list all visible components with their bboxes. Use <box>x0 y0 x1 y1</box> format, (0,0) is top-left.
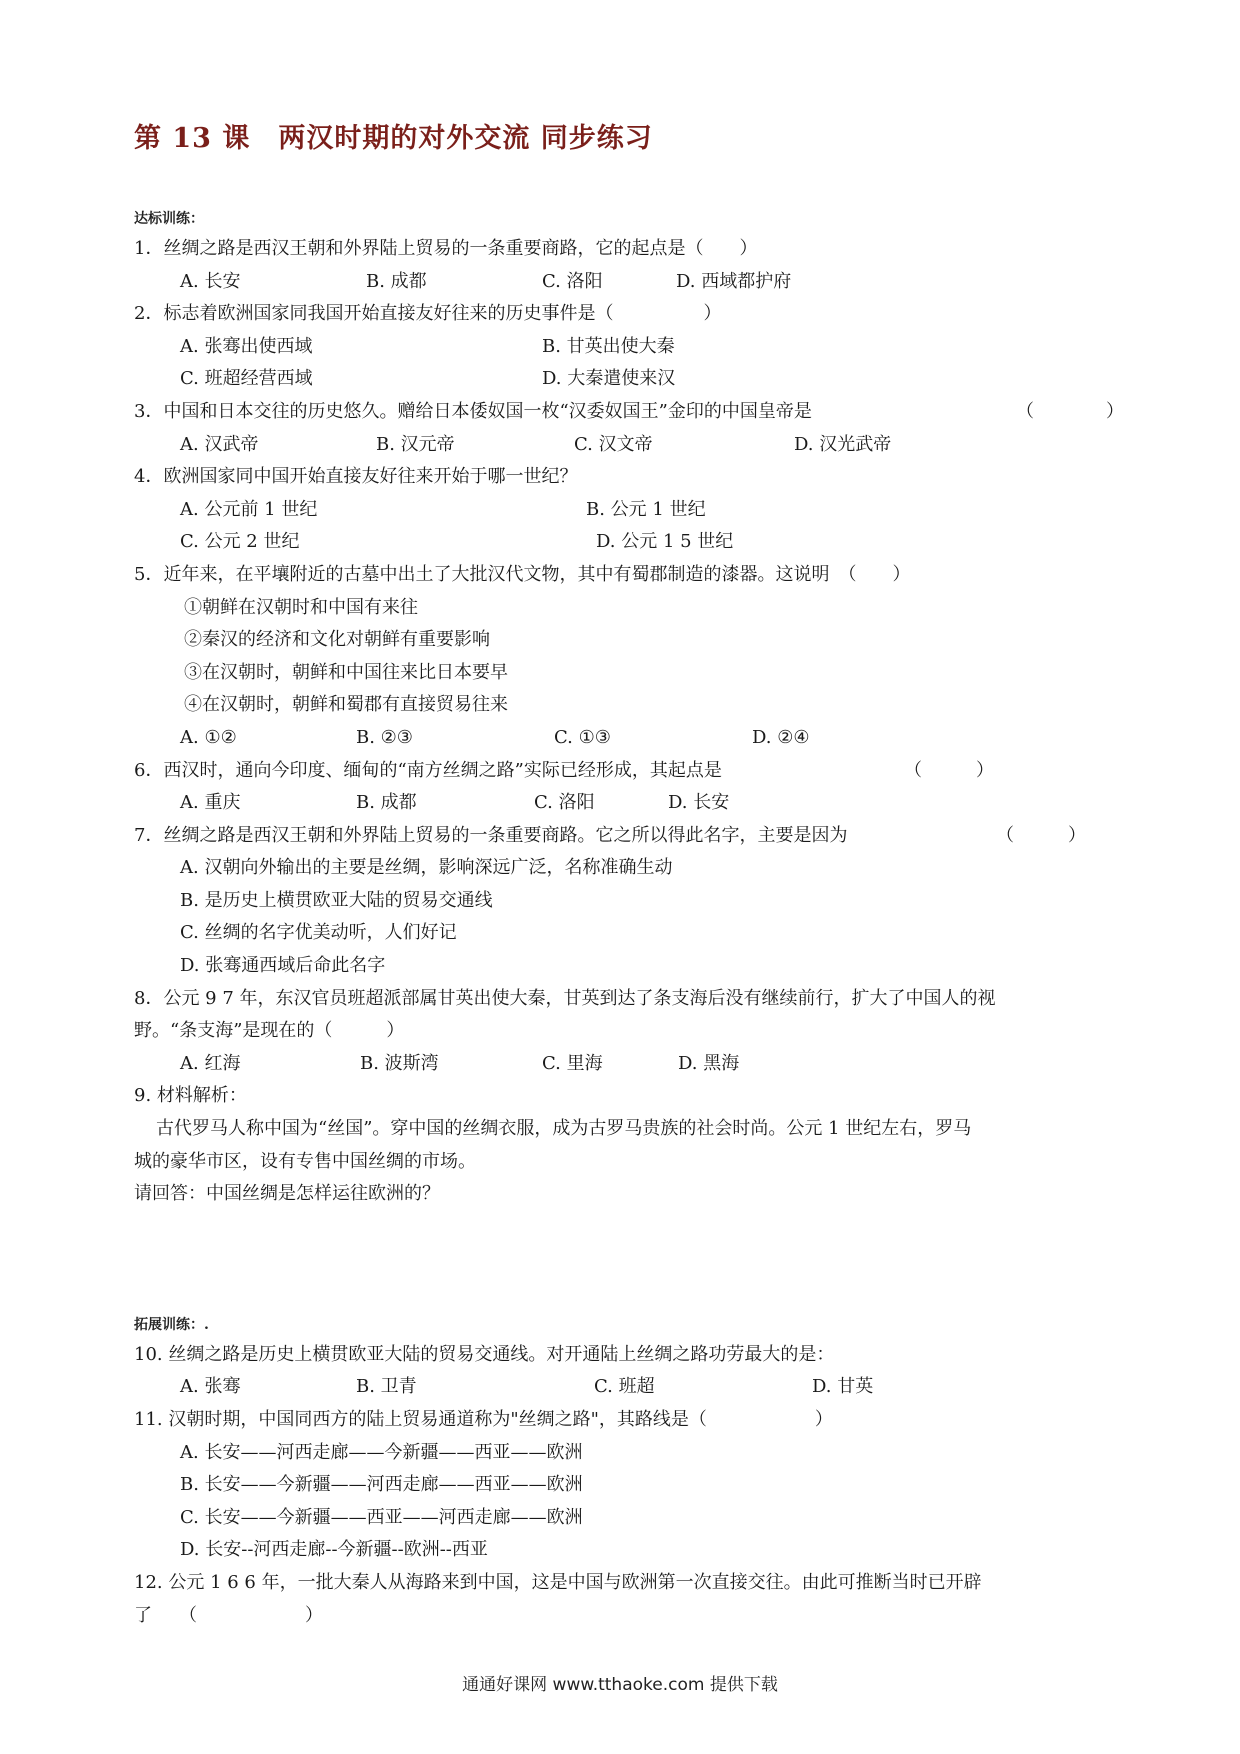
answer-space <box>134 1211 1124 1311</box>
question-10-stem: 10. 丝绸之路是历史上横贯欧亚大陆的贸易交通线。对开通陆上丝绸之路功劳最大的是： <box>134 1343 835 1365</box>
question-2-options-row1 <box>134 331 1124 364</box>
question-10-options <box>134 1371 1124 1404</box>
option-c: C. 汉文帝 <box>574 433 653 455</box>
option-c: C. 班超 <box>594 1376 655 1398</box>
question-5-item: ②秦汉的经济和文化对朝鲜有重要影响 <box>184 629 490 651</box>
question-9-stem: 9. 材料解析： <box>134 1085 247 1107</box>
question-7-option-a: A. 汉朝向外输出的主要是丝绸，影响深远广泛，名称准确生动 <box>180 857 673 879</box>
question-12-stem-line2: 了 （ ） <box>134 1604 323 1626</box>
option-b: B. 成都 <box>366 270 427 292</box>
question-11-option-d: D. 长安--河西走廊--今新疆--欧洲--西亚 <box>180 1539 488 1561</box>
question-6-text: 6．西汉时，通向今印度、缅甸的“南方丝绸之路”实际已经形成，其起点是 <box>134 759 722 781</box>
question-5-item: ①朝鲜在汉朝时和中国有来往 <box>184 596 418 618</box>
question-5-options <box>134 722 1124 755</box>
option-c: C. 洛阳 <box>542 270 603 292</box>
question-12-stem-line1: 12. 公元 1 6 6 年，一批大秦人从海路来到中国，这是中国与欧洲第一次直接交往。由此可推断当时已开辟 <box>134 1571 982 1593</box>
answer-bracket: （ ） <box>904 759 994 781</box>
question-9-material-line1: 古代罗马人称中国为“丝国”。穿中国的丝绸衣服，成为古罗马贵族的社会时尚。公元 1 世纪左右，罗马 <box>156 1118 972 1140</box>
question-4-options-row2 <box>134 526 1124 559</box>
question-11-option-b: B. 长安——今新疆——河西走廊——西亚——欧洲 <box>180 1474 583 1496</box>
question-1-stem: 1．丝绸之路是西汉王朝和外界陆上贸易的一条重要商路，它的起点是（ ） <box>134 238 758 259</box>
question-4-stem: 4．欧洲国家同中国开始直接友好往来开始于哪一世纪？ <box>134 466 578 488</box>
question-3-text: 3．中国和日本交往的历史悠久。赠给日本倭奴国一枚“汉委奴国王”金印的中国皇帝是 <box>134 400 812 422</box>
question-11-option-c: C. 长安——今新疆——西亚——河西走廊——欧洲 <box>180 1506 583 1528</box>
question-11-stem: 11. 汉朝时期，中国同西方的陆上贸易通道称为"丝绸之路"，其路线是（ ） <box>134 1409 833 1430</box>
option-d: D. 黑海 <box>678 1052 740 1074</box>
option-a: A. 汉武帝 <box>180 433 259 455</box>
option-a: A. 公元前 1 世纪 <box>180 498 318 520</box>
question-6-options <box>134 787 1124 820</box>
question-5-item: ④在汉朝时，朝鲜和蜀郡有直接贸易往来 <box>184 694 508 716</box>
question-6-stem <box>134 755 1124 788</box>
question-11-option-a: A. 长安——河西走廊——今新疆——西亚——欧洲 <box>180 1441 583 1463</box>
option-b: B. 成都 <box>356 792 417 814</box>
question-8-options <box>134 1048 1124 1081</box>
option-d: D. 大秦遣使来汉 <box>542 368 676 390</box>
option-d: D. ②④ <box>752 726 810 748</box>
option-b: B. 汉元帝 <box>376 433 455 455</box>
section-label-extended: 拓展训练：. <box>134 1316 209 1333</box>
question-7-option-b: B. 是历史上横贯欧亚大陆的贸易交通线 <box>180 889 493 911</box>
question-1-options <box>134 266 1124 299</box>
option-c: C. 洛阳 <box>534 792 595 814</box>
question-8-stem-line2: 野。“条支海”是现在的（ ） <box>134 1020 405 1042</box>
option-a: A. 张骞出使西域 <box>180 335 313 357</box>
option-d: D. 西域都护府 <box>676 270 792 292</box>
option-a: A. ①② <box>180 726 237 748</box>
question-9-prompt: 请回答：中国丝绸是怎样运往欧洲的？ <box>134 1183 440 1205</box>
question-7-option-c: C. 丝绸的名字优美动听，人们好记 <box>180 922 457 944</box>
question-2-stem: 2．标志着欧洲国家同我国开始直接友好往来的历史事件是（ ） <box>134 303 722 325</box>
option-b: B. 卫青 <box>356 1376 417 1398</box>
option-a: A. 长安 <box>180 270 241 292</box>
option-c: C. 里海 <box>542 1052 603 1074</box>
option-c: C. ①③ <box>554 726 611 748</box>
question-7-option-d: D. 张骞通西域后命此名字 <box>180 955 386 977</box>
question-5-stem: 5．近年来，在平壤附近的古墓中出土了大批汉代文物，其中有蜀郡制造的漆器。这说明 （ ） <box>134 563 911 585</box>
answer-bracket: （ ） <box>1016 400 1124 422</box>
question-3-options <box>134 429 1124 462</box>
question-3-stem <box>134 396 1124 429</box>
option-b: B. 公元 1 世纪 <box>586 498 706 520</box>
option-d: D. 甘英 <box>812 1376 874 1398</box>
option-c: C. 公元 2 世纪 <box>180 531 300 553</box>
option-d: D. 长安 <box>668 792 730 814</box>
section-label-basic: 达标训练： <box>134 211 204 227</box>
option-a: A. 重庆 <box>180 792 241 814</box>
option-b: B. 波斯湾 <box>360 1052 439 1074</box>
question-7-stem <box>134 820 1124 853</box>
option-d: D. 汉光武帝 <box>794 433 892 455</box>
option-c: C. 班超经营西域 <box>180 368 313 390</box>
option-b: B. ②③ <box>356 726 413 748</box>
answer-bracket: （ ） <box>996 824 1086 846</box>
page-title: 第 13 课 两汉时期的对外交流 同步练习 <box>134 123 653 154</box>
question-8-stem-line1: 8．公元 9 7 年，东汉官员班超派部属甘英出使大秦，甘英到达了条支海后没有继续前行，扩大了中国人的视 <box>134 987 996 1009</box>
question-5-item: ③在汉朝时，朝鲜和中国往来比日本要早 <box>184 661 508 683</box>
question-9-material-line2: 城的豪华市区，设有专售中国丝绸的市场。 <box>134 1150 476 1172</box>
question-7-text: 7．丝绸之路是西汉王朝和外界陆上贸易的一条重要商路。它之所以得此名字，主要是因为 <box>134 824 848 846</box>
footer-source: 通通好课网 www.tthaoke.com 提供下载 <box>462 1675 778 1695</box>
question-4-options-row1 <box>134 494 1124 527</box>
question-2-options-row2 <box>134 363 1124 396</box>
option-b: B. 甘英出使大秦 <box>542 335 675 357</box>
option-a: A. 红海 <box>180 1052 241 1074</box>
question-body <box>134 205 1124 1632</box>
option-d: D. 公元 1 5 世纪 <box>596 531 734 553</box>
option-a: A. 张骞 <box>180 1376 241 1398</box>
